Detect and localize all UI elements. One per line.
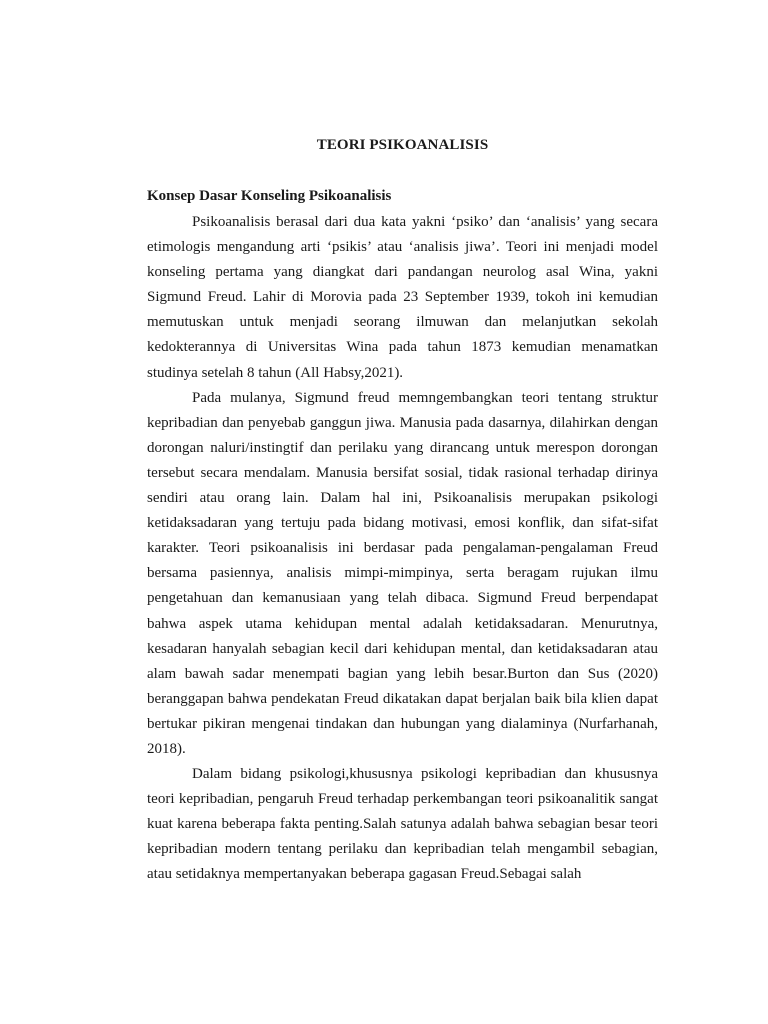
paragraph-3: Dalam bidang psikologi,khususnya psikologi kepribadian dan khususnya teori kepribadian, pengaruh Freud terhadap perkembangan teori psikoanalitik sangat kuat karena beberapa fakta penting.Salah satunya adalah bahwa sebagian besar teori kepribadian modern tentang perilaku dan kepribadian telah mengambil sebagian, atau setidaknya mempertanyakan beberapa gagasan Freud.Sebagai salah xyxy=(147,766,658,883)
section-heading: Konsep Dasar Konseling Psikoanalisis xyxy=(147,188,392,204)
paragraph-1: Psikoanalisis berasal dari dua kata yakni ‘psiko’ dan ‘analisis’ yang secara etimologis mengandung arti ‘psikis’ atau ‘analisis jiwa’. Teori ini menjadi model konseling pertama yang diangkat dari pandangan neurolog asal Wina, yakni Sigmund Freud. Lahir di Morovia pada 23 September 1939, tokoh ini kemudian memutuskan untuk menjadi seorang ilmuwan dan melanjutkan sekolah kedokterannya di Universitas Wina pada tahun 1873 kemudian menamatkan studinya setelah 8 tahun (All Habsy,2021). xyxy=(147,214,658,381)
paragraph-2: Pada mulanya, Sigmund freud memngembangkan teori tentang struktur kepribadian dan penyebab ganggun jiwa. Manusia pada dasarnya, dilahirkan dengan dorongan naluri/instingtif dan perilaku yang dirancang untuk merespon dorongan tersebut secara mendalam. Manusia bersifat sosial, tidak rasional terhadap dirinya sendiri atau orang lain. Dalam hal ini, Psikoanalisis merupakan psikologi ketidaksadaran yang tertuju pada bidang motivasi, emosi konflik, dan sifat-sifat karakter. Teori psikoanalisis ini berdasar pada pengalaman-pengalaman Freud bersama pasiennya, analisis mimpi-mimpinya, serta beragam rujukan ilmu pengetahuan dan kemanusiaan yang telah dibaca. Sigmund Freud berpendapat bahwa aspek utama kehidupan mental adalah ketidaksadaran. Menurutnya, kesadaran hanyalah sebagian kecil dari kehidupan mental, dan ketidaksadaran atau alam bawah sadar menempati bagian yang lebih besar.Burton dan Sus (2020) beranggapan bahwa pendekatan Freud dikatakan dapat berjalan baik bila klien dapat bertukar pikiran mengenai tindakan dan hubungan yang dialaminya (Nurfarhanah, 2018). xyxy=(147,389,658,757)
body-text xyxy=(147,210,658,888)
page-title: TEORI PSIKOANALISIS xyxy=(316,137,489,153)
